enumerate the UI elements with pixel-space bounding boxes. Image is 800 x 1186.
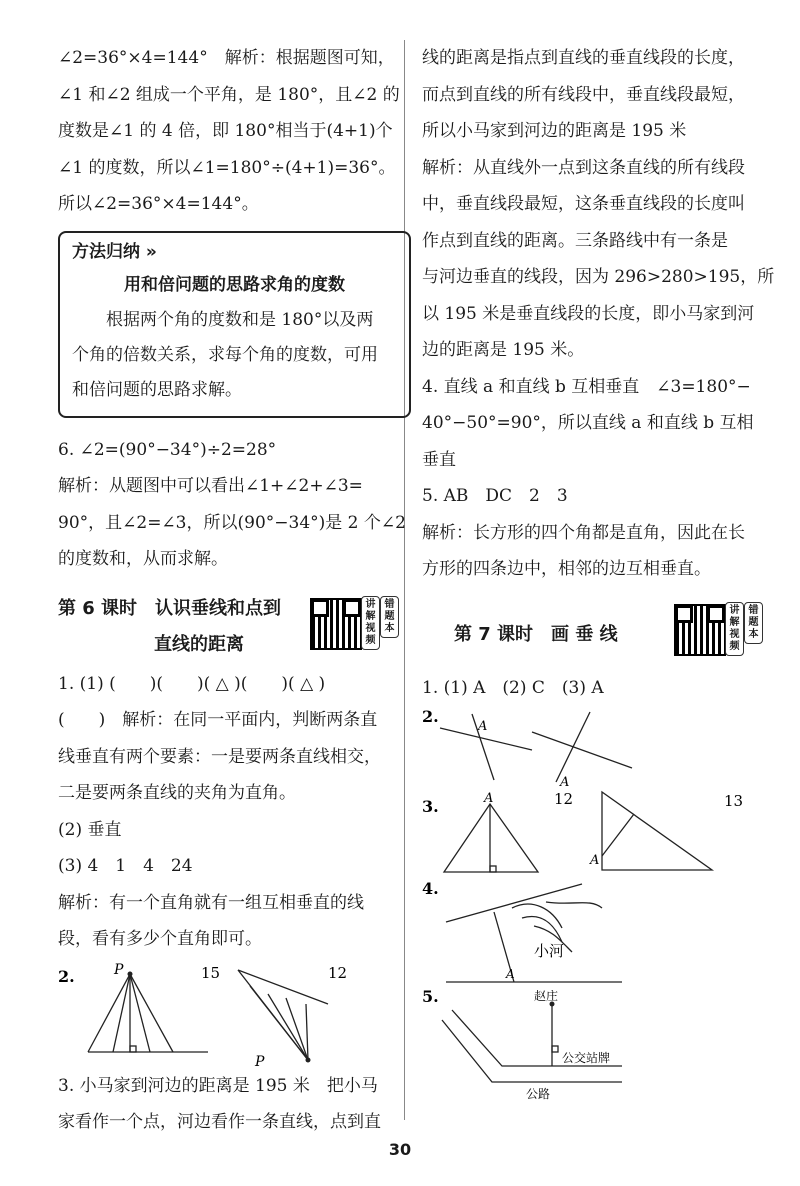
text-line: 40°−50°=90°，所以直线 a 和直线 b 互相 xyxy=(422,413,754,433)
text-line: 解析：从题图中可以看出∠1+∠2+∠3= xyxy=(58,476,363,496)
question-5-figure xyxy=(422,990,777,1100)
q2-label: 2. xyxy=(422,707,439,726)
lesson-6-title-line2: 直线的距离 xyxy=(154,633,244,655)
text-line: 方形的四条边中，相邻的边互相垂直。 xyxy=(422,559,711,579)
text-line: 解析：有一个直角就有一组互相垂直的线 xyxy=(58,892,364,913)
perpendicular-figures xyxy=(58,958,413,1068)
bus-stop-label: 公交站牌 xyxy=(562,1051,611,1065)
method-line: 个角的倍数关系，求每个角的度数，可用 xyxy=(72,344,378,365)
text-line: 垂直 xyxy=(422,449,456,470)
number-label: 13 xyxy=(724,792,744,810)
draw-perpendicular-figures xyxy=(422,706,777,786)
qr-code-icon[interactable] xyxy=(310,598,362,650)
qr-video-label: 讲解视频 xyxy=(361,596,380,650)
text-line: 以 195 米是垂直线段的长度，即小马家到河 xyxy=(422,303,755,324)
text-line: (2) 垂直 xyxy=(58,819,122,840)
question-1: 1. (1) A (2) C (3) A xyxy=(422,677,604,698)
lesson-6-title-line1: 第 6 课时 认识垂线和点到 xyxy=(58,597,282,619)
question-2-figures xyxy=(58,958,413,1068)
question-5: 5. AB DC 2 3 xyxy=(422,486,568,506)
bus-stop-figure xyxy=(422,990,777,1100)
village-label: 赵庄 xyxy=(534,990,559,1003)
text-line: 度数是∠1 的 4 倍，即 180°相当于(4+1)个 xyxy=(58,121,393,141)
q2-label: 2. xyxy=(58,966,75,986)
qr-mistakes-label: 错题本 xyxy=(744,602,763,644)
question-4: 4. 直线 a 和直线 b 互相垂直 ∠3=180°− xyxy=(422,376,751,397)
text-line: 家看作一个点，河边看作一条直线，点到直 xyxy=(58,1112,381,1132)
page-number: 30 xyxy=(388,1140,412,1159)
text-line: 线垂直有两个要素：一是要两条直线相交， xyxy=(58,746,381,767)
method-line: 和倍问题的思路求解。 xyxy=(72,379,242,400)
text-line: 中，垂直线段最短，这条垂直线段的长度叫 xyxy=(422,194,745,214)
text-line: 与河边垂直的线段，因为 296>280>195，所 xyxy=(422,267,775,287)
point-a-label: A xyxy=(478,719,488,734)
lesson-7-heading xyxy=(422,594,777,670)
question-3-figures xyxy=(422,786,777,878)
river-label: 小河 xyxy=(534,942,565,960)
question-4-figure xyxy=(422,878,777,990)
qr-video-label: 讲解视频 xyxy=(725,602,744,656)
text-line: 解析：从直线外一点到这条直线的所有线段 xyxy=(422,157,745,178)
point-a-label: A xyxy=(560,775,570,786)
text-line: (3) 4 1 4 24 xyxy=(58,856,193,876)
text-line: ∠2=36°×4=144° 解析：根据题图可知， xyxy=(58,48,395,68)
text-line: 二是要两条直线的夹角为直角。 xyxy=(58,783,296,803)
lesson-6-heading xyxy=(58,584,413,666)
point-a-label: A xyxy=(506,967,515,981)
text-line: 90°，且∠2=∠3，所以(90°−34°)是 2 个∠2 xyxy=(58,512,406,533)
river-figure xyxy=(422,878,777,990)
count-label: 12 xyxy=(328,963,348,982)
text-line: 所以小马家到河边的距离是 195 米 xyxy=(422,121,687,141)
text-line: ∠1 的度数，所以∠1=180°÷(4+1)=36°。 xyxy=(58,157,396,178)
question-3: 3. 小马家到河边的距离是 195 米 把小马 xyxy=(58,1075,378,1096)
method-title: 方法归纳 » xyxy=(72,241,157,262)
lesson-7-title: 第 7 课时 画 垂 线 xyxy=(454,623,618,645)
text-line: 而点到直线的所有线段中，垂直线段最短， xyxy=(422,84,745,105)
q4-label: 4. xyxy=(422,879,439,898)
question-2-figures xyxy=(422,706,777,786)
method-line: 根据两个角的度数和是 180°以及两 xyxy=(72,309,374,330)
question-6: 6. ∠2=(90°−34°)÷2=28° xyxy=(58,439,277,460)
method-summary-box xyxy=(58,231,411,418)
text-line: 所以∠2=36°×4=144°。 xyxy=(58,194,259,214)
qr-code-icon[interactable] xyxy=(674,604,726,656)
text-line: 解析：长方形的四个角都是直角，因此在长 xyxy=(422,522,745,543)
question-1: 1. (1) ( )( )( △ )( )( △ ) xyxy=(58,673,326,694)
text-line: 线的距离是指点到直线的垂直线段的长度， xyxy=(422,48,745,68)
text-line: ( ) 解析：在同一平面内，判断两条直 xyxy=(58,710,378,730)
left-column xyxy=(58,40,413,1141)
right-column xyxy=(422,40,777,1100)
qr-mistakes-label: 错题本 xyxy=(380,596,399,638)
triangle-height-figures xyxy=(422,786,777,878)
method-subtitle: 用和倍问题的思路求角的度数 xyxy=(124,274,345,295)
point-a-label: A xyxy=(484,791,494,806)
point-a-label: A xyxy=(590,853,600,868)
text-line: ∠1 和∠2 组成一个平角，是 180°，且∠2 的 xyxy=(58,84,400,105)
count-label: 15 xyxy=(201,963,221,982)
road-label: 公路 xyxy=(526,1087,551,1100)
text-line: 的度数和，从而求解。 xyxy=(58,549,228,569)
text-line: 作点到直线的距离。三条路线中有一条是 xyxy=(422,230,728,251)
text-line: 边的距离是 195 米。 xyxy=(422,340,585,360)
q3-label: 3. xyxy=(422,797,439,816)
point-p-label: P xyxy=(255,1053,265,1068)
number-label: 12 xyxy=(554,790,574,808)
point-p-label: P xyxy=(114,961,124,978)
text-line: 段，看有多少个直角即可。 xyxy=(58,929,262,949)
q5-label: 5. xyxy=(422,990,439,1006)
chevron-right-icon: » xyxy=(145,241,157,262)
